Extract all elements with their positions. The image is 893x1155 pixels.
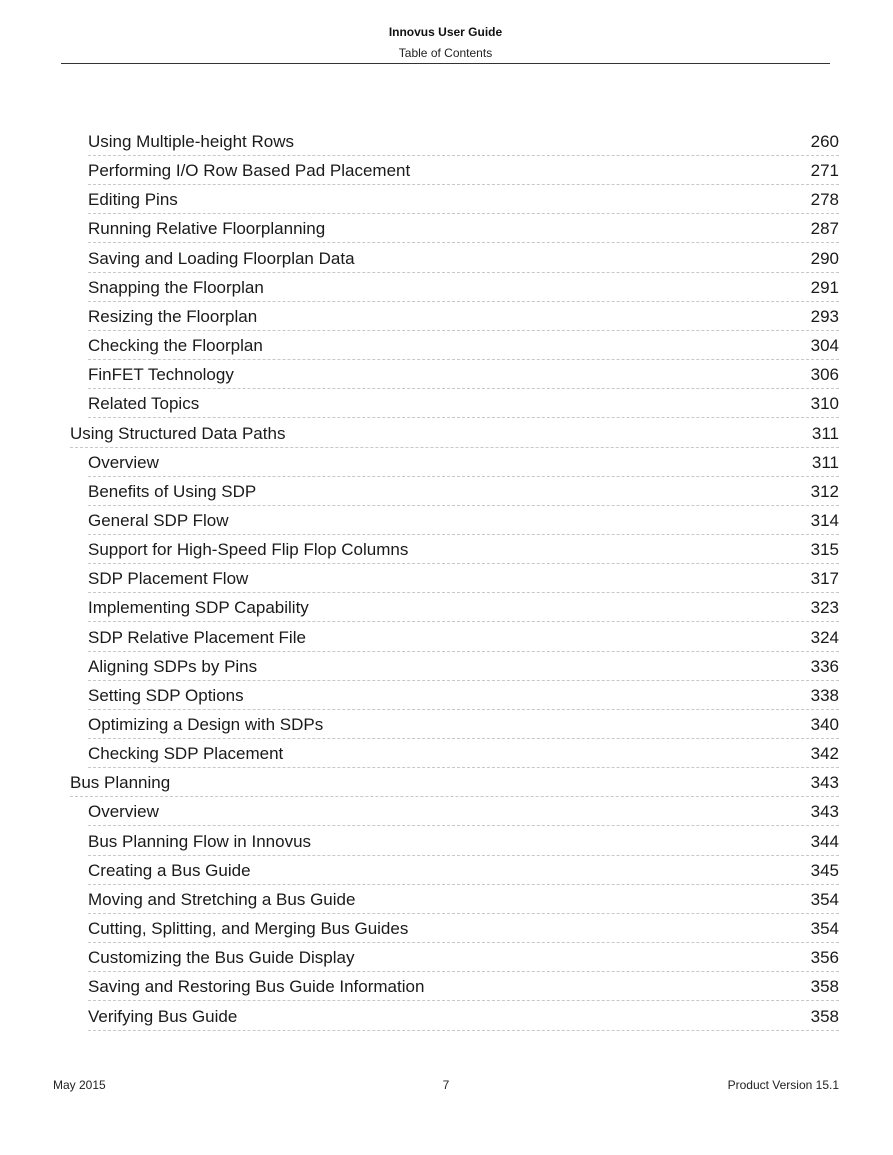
toc-entry-title[interactable]: Checking the Floorplan [88, 336, 263, 355]
toc-entry-title[interactable]: SDP Relative Placement File [88, 627, 306, 647]
footer-page-number: 7 [442, 1078, 450, 1092]
toc-entry-title[interactable]: Customizing the Bus Guide Display [88, 948, 355, 968]
toc-entry-page-number[interactable]: 345 [810, 860, 839, 880]
toc-entry-title[interactable]: Resizing the Floorplan [88, 306, 258, 326]
toc-subsection-entry[interactable] [88, 127, 839, 156]
toc-entry-page-number[interactable]: 336 [810, 656, 839, 676]
toc-entry-title[interactable]: SDP Placement Flow [88, 569, 249, 589]
toc-subsection-entry[interactable] [88, 652, 839, 681]
toc-entry-title[interactable]: Bus Planning [70, 773, 171, 793]
toc-entry-page-number[interactable]: 343 [810, 802, 839, 822]
toc-entry-title[interactable]: Aligning SDPs by Pins [88, 656, 258, 676]
toc-subsection-entry[interactable] [88, 214, 839, 243]
toc-entry-page-number[interactable]: 311 [811, 423, 839, 443]
toc-entry-page-number[interactable]: 287 [810, 219, 839, 239]
toc-entry-page-number[interactable]: 260 [810, 132, 839, 151]
toc-entry-title[interactable]: Using Structured Data Paths [70, 423, 286, 443]
toc-entry-page-number[interactable]: 306 [810, 365, 839, 385]
toc-entry-page-number[interactable]: 324 [810, 627, 839, 647]
toc-entry-page-number[interactable]: 291 [810, 277, 839, 297]
toc-entry-title[interactable]: Verifying Bus Guide [88, 1006, 238, 1026]
toc-subsection-entry[interactable] [88, 681, 839, 710]
toc-entry-page-number[interactable]: 314 [810, 510, 839, 530]
toc-entry-page-number[interactable]: 343 [810, 773, 839, 793]
toc-subsection-entry[interactable] [88, 185, 839, 214]
toc-entry-title[interactable]: Running Relative Floorplanning [88, 219, 326, 239]
toc-entry-title[interactable]: Checking SDP Placement [88, 744, 284, 764]
toc-subsection-entry[interactable] [88, 972, 839, 1001]
toc-entry-page-number[interactable]: 358 [810, 1006, 839, 1026]
toc-entry-page-number[interactable]: 358 [810, 977, 839, 997]
toc-subsection-entry[interactable] [88, 710, 839, 739]
toc-entry-page-number[interactable]: 342 [810, 744, 839, 764]
toc-subsection-entry[interactable] [88, 389, 839, 418]
toc-entry-page-number[interactable]: 312 [810, 481, 839, 501]
toc-subsection-entry[interactable] [88, 914, 839, 943]
toc-subsection-entry[interactable] [88, 885, 839, 914]
toc-entry-title[interactable]: Using Multiple-height Rows [88, 132, 294, 151]
toc-entry-page-number[interactable]: 271 [810, 161, 839, 181]
toc-entry-page-number[interactable]: 293 [810, 306, 839, 326]
toc-subsection-entry[interactable] [88, 535, 839, 564]
toc-subsection-entry[interactable] [88, 244, 839, 273]
toc-entry-title[interactable]: Editing Pins [88, 190, 178, 210]
toc-subsection-entry[interactable] [88, 331, 839, 360]
toc-subsection-entry[interactable] [88, 477, 839, 506]
toc-entry-page-number[interactable]: 354 [810, 889, 839, 909]
toc-entry-page-number[interactable]: 356 [810, 948, 839, 968]
toc-subsection-entry[interactable] [88, 564, 839, 593]
toc-subsection-entry[interactable] [88, 506, 839, 535]
toc-entry-page-number[interactable]: 315 [810, 540, 839, 560]
toc-section-entry[interactable] [70, 768, 839, 797]
toc-subsection-entry[interactable] [88, 797, 839, 826]
toc-entry-title[interactable]: Snapping the Floorplan [88, 277, 264, 297]
toc-entry-page-number[interactable]: 317 [810, 569, 839, 589]
page-footer [53, 1077, 839, 1093]
toc-subsection-entry[interactable] [88, 302, 839, 331]
toc-entry-title[interactable]: Saving and Loading Floorplan Data [88, 248, 355, 268]
toc-subsection-entry[interactable] [88, 360, 839, 389]
toc-subsection-entry[interactable] [88, 273, 839, 302]
toc-subsection-entry[interactable] [88, 856, 839, 885]
toc-subsection-entry[interactable] [88, 739, 839, 768]
toc-entry-title[interactable]: Overview [88, 452, 159, 472]
toc-subsection-entry[interactable] [88, 827, 839, 856]
toc-entry-title[interactable]: FinFET Technology [88, 365, 234, 385]
toc-section-entry[interactable] [70, 419, 839, 448]
footer-date: May 2015 [53, 1078, 106, 1092]
document-subtitle: Table of Contents [398, 46, 493, 60]
toc-entry-page-number[interactable]: 304 [810, 336, 839, 355]
toc-entry-title[interactable]: Optimizing a Design with SDPs [88, 715, 324, 734]
toc-entry-page-number[interactable]: 278 [810, 190, 839, 210]
toc-entry-page-number[interactable]: 344 [810, 831, 839, 851]
toc-entry-title[interactable]: Support for High-Speed Flip Flop Columns [88, 540, 409, 560]
toc-subsection-entry[interactable] [88, 156, 839, 185]
toc-entry-title[interactable]: Benefits of Using SDP [88, 481, 257, 501]
toc-entry-title[interactable]: Implementing SDP Capability [88, 598, 309, 618]
toc-entry-title[interactable]: Bus Planning Flow in Innovus [88, 831, 312, 851]
footer-product-version: Product Version 15.1 [727, 1078, 839, 1092]
toc-subsection-entry[interactable] [88, 448, 839, 477]
toc-entry-title[interactable]: Performing I/O Row Based Pad Placement [88, 161, 411, 181]
toc-entry-title[interactable]: Cutting, Splitting, and Merging Bus Guides [88, 919, 409, 938]
toc-entry-title[interactable]: Moving and Stretching a Bus Guide [88, 889, 356, 909]
header-divider [61, 63, 830, 64]
toc-entry-page-number[interactable]: 338 [810, 685, 839, 705]
toc-entry-page-number[interactable]: 310 [810, 394, 839, 414]
toc-entry-page-number[interactable]: 323 [810, 598, 839, 618]
toc-entry-title[interactable]: General SDP Flow [88, 510, 229, 530]
toc-entry-title[interactable]: Setting SDP Options [88, 685, 244, 705]
page-header [61, 24, 830, 61]
toc-subsection-entry[interactable] [88, 943, 839, 972]
toc-entry-title[interactable]: Related Topics [88, 394, 200, 414]
toc-entry-title[interactable]: Saving and Restoring Bus Guide Information [88, 977, 425, 997]
toc-entry-title[interactable]: Creating a Bus Guide [88, 860, 251, 880]
toc-subsection-entry[interactable] [88, 623, 839, 652]
document-title: Innovus User Guide [388, 25, 503, 39]
toc-entry-title[interactable]: Overview [88, 802, 159, 822]
toc-subsection-entry[interactable] [88, 593, 839, 622]
toc-subsection-entry[interactable] [88, 1002, 839, 1031]
toc-entry-page-number[interactable]: 354 [810, 919, 839, 938]
toc-entry-page-number[interactable]: 340 [810, 715, 839, 734]
toc-entry-page-number[interactable]: 311 [811, 452, 839, 472]
toc-entry-page-number[interactable]: 290 [810, 248, 839, 268]
